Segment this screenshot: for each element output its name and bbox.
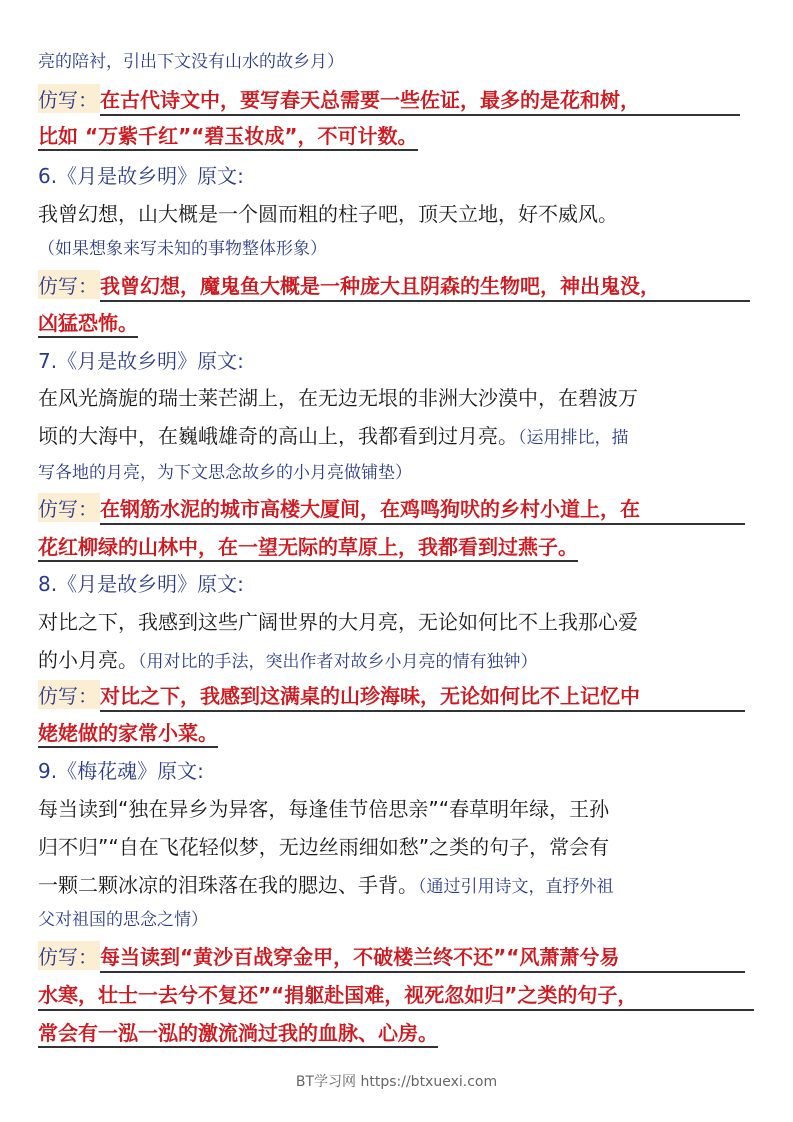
pastiche-9-line-3 bbox=[38, 1017, 438, 1046]
pastiche-9-line-2 bbox=[38, 979, 754, 1011]
original-text: 一颗二颗冰凉的泪珠落在我的腮边、手背。 bbox=[38, 873, 418, 897]
pastiche-text: 每当读到“黄沙百战穿金甲，不破楼兰终不还”“风萧萧兮易 bbox=[100, 941, 745, 973]
original-text-9-line-2: 归不归”“自在飞花轻似梦，无边丝雨细如愁”之类的句子，常会有 bbox=[38, 835, 610, 859]
original-text-8-line-2 bbox=[38, 644, 538, 673]
pastiche-5-line-2 bbox=[38, 120, 418, 149]
pastiche-label: 仿写： bbox=[38, 941, 100, 970]
pastiche-text: 我曾幻想，魔鬼鱼大概是一种庞大且阴森的生物吧，神出鬼没， bbox=[100, 270, 750, 302]
section-heading-9: 9.《梅花魂》原文: bbox=[38, 759, 204, 783]
pastiche-text: 比如 “万紫千红”“碧玉妆成”，不可计数。 bbox=[38, 124, 418, 151]
pastiche-7-line-2 bbox=[38, 531, 578, 560]
pastiche-label: 仿写： bbox=[38, 680, 100, 709]
section-heading-6: 6.《月是故乡明》原文: bbox=[38, 164, 244, 188]
pastiche-6-line-1 bbox=[38, 270, 750, 302]
section-heading-7: 7.《月是故乡明》原文: bbox=[38, 349, 244, 373]
original-text-7-line-1: 在风光旖旎的瑞士莱芒湖上，在无边无垠的非洲大沙漠中，在碧波万 bbox=[38, 386, 638, 410]
pastiche-label: 仿写： bbox=[38, 84, 100, 113]
pastiche-7-line-1 bbox=[38, 493, 745, 525]
pastiche-text: 花红柳绿的山林中，在一望无际的草原上，我都看到过燕子。 bbox=[38, 535, 578, 562]
annotation-9-line-2: 父对祖国的思念之情） bbox=[38, 910, 208, 930]
pastiche-text: 在古代诗文中，要写春天总需要一些佐证，最多的是花和树， bbox=[100, 84, 740, 116]
annotation-7-line-2: 写各地的月亮，为下文思念故乡的小月亮做铺垫） bbox=[38, 463, 412, 483]
annotation-8: （用对比的手法，突出作者对故乡小月亮的情有独钟） bbox=[138, 652, 538, 672]
pastiche-8-line-2 bbox=[38, 717, 218, 746]
pastiche-8-line-1 bbox=[38, 680, 745, 712]
original-text-7-line-2 bbox=[38, 420, 629, 449]
pastiche-text: 凶猛恐怖。 bbox=[38, 311, 138, 338]
pastiche-text: 常会有一泓一泓的激流淌过我的血脉、心房。 bbox=[38, 1021, 438, 1048]
pastiche-label: 仿写： bbox=[38, 270, 100, 299]
pastiche-label: 仿写： bbox=[38, 493, 100, 522]
pastiche-text: 姥姥做的家常小菜。 bbox=[38, 721, 218, 748]
original-text-8-line-1: 对比之下，我感到这些广阔世界的大月亮，无论如何比不上我那心爱 bbox=[38, 610, 638, 634]
footer-watermark: BT学习网 https://btxuexi.com bbox=[295, 1074, 498, 1090]
original-text-9-line-1: 每当读到“独在异乡为异客，每逢佳节倍思亲”“春草明年绿，王孙 bbox=[38, 797, 610, 821]
annotation-9: （通过引用诗文，直抒外祖 bbox=[418, 877, 614, 897]
original-text-6: 我曾幻想，山大概是一个圆而粗的柱子吧，顶天立地，好不威风。 bbox=[38, 202, 618, 226]
pastiche-text: 在钢筋水泥的城市高楼大厦间，在鸡鸣狗吠的乡村小道上，在 bbox=[100, 493, 745, 525]
original-text-9-line-3 bbox=[38, 869, 614, 898]
pastiche-text: 水寒，壮士一去兮不复还”“捐躯赴国难，视死忽如归”之类的句子， bbox=[38, 979, 754, 1011]
annotation-continued: 亮的陪衬，引出下文没有山水的故乡月） bbox=[38, 52, 344, 72]
pastiche-5-line-1 bbox=[38, 84, 740, 116]
original-text: 顷的大海中，在巍峨雄奇的高山上，我都看到过月亮。 bbox=[38, 424, 518, 448]
pastiche-text: 对比之下，我感到这满桌的山珍海味，无论如何比不上记忆中 bbox=[100, 680, 745, 712]
original-text: 的小月亮。 bbox=[38, 648, 138, 672]
annotation-6: （如果想象来写未知的事物整体形象） bbox=[38, 239, 327, 259]
pastiche-9-line-1 bbox=[38, 941, 745, 973]
section-heading-8: 8.《月是故乡明》原文: bbox=[38, 572, 244, 596]
annotation-7: （运用排比，描 bbox=[518, 428, 629, 448]
pastiche-6-line-2 bbox=[38, 307, 138, 336]
